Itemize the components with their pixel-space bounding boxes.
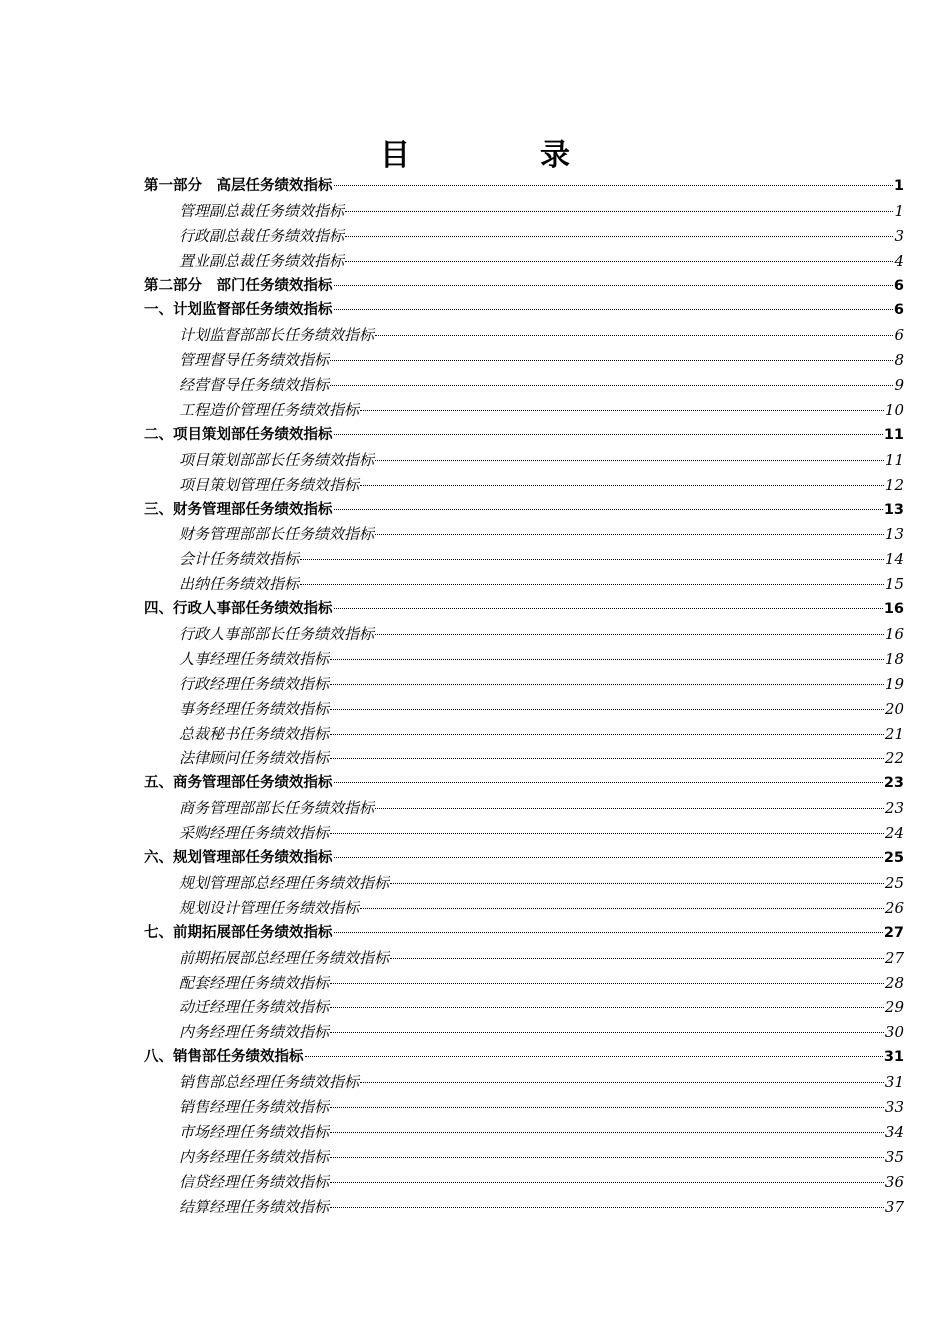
toc-entry-label: 经营督导任务绩效指标	[179, 376, 330, 395]
toc-page-number: 12	[884, 475, 904, 494]
toc-page-number: 15	[884, 575, 904, 594]
toc-subsection-entry[interactable]	[144, 995, 904, 1020]
toc-page-number: 14	[884, 550, 904, 569]
toc-page-number: 4	[894, 251, 904, 270]
toc-subsection-entry[interactable]	[144, 647, 904, 672]
toc-page-number: 27	[884, 948, 904, 967]
toc-section-entry[interactable]	[144, 498, 904, 523]
toc-entry-label: 销售经理任务绩效指标	[179, 1097, 330, 1116]
toc-entry-label: 三、财务管理部任务绩效指标	[144, 501, 333, 518]
toc-subsection-entry[interactable]	[144, 249, 904, 274]
toc-dot-leader	[375, 335, 893, 336]
toc-entry-label: 动迁经理任务绩效指标	[179, 998, 330, 1017]
toc-entry-label: 项目策划部部长任务绩效指标	[179, 450, 375, 469]
toc-page-number: 37	[884, 1197, 904, 1216]
toc-entry-label: 六、规划管理部任务绩效指标	[144, 850, 333, 867]
toc-page-number: 18	[884, 649, 904, 668]
toc-entry-label: 五、商务管理部任务绩效指标	[144, 775, 333, 792]
toc-subsection-entry[interactable]	[144, 821, 904, 846]
toc-section-entry[interactable]	[144, 846, 904, 871]
toc-entry-label: 财务管理部部长任务绩效指标	[179, 525, 375, 544]
toc-dot-leader	[390, 883, 884, 884]
toc-section-entry[interactable]	[144, 597, 904, 622]
toc-entry-label: 法律顾问任务绩效指标	[179, 749, 330, 768]
toc-dot-leader	[334, 782, 883, 783]
toc-dot-leader	[330, 360, 893, 361]
toc-entry-label: 规划管理部总经理任务绩效指标	[179, 873, 390, 892]
toc-subsection-entry[interactable]	[144, 971, 904, 996]
toc-page-number: 34	[884, 1122, 904, 1141]
toc-entry-label: 商务管理部部长任务绩效指标	[179, 799, 375, 818]
toc-dot-leader	[330, 1132, 884, 1133]
toc-subsection-entry[interactable]	[144, 572, 904, 597]
toc-dot-leader	[330, 1107, 884, 1108]
toc-dot-leader	[360, 1082, 884, 1083]
toc-dot-leader	[334, 309, 893, 310]
toc-entry-label: 出纳任务绩效指标	[179, 575, 300, 594]
toc-page-number: 1	[894, 201, 904, 220]
toc-entry-label: 事务经理任务绩效指标	[179, 699, 330, 718]
toc-subsection-entry[interactable]	[144, 697, 904, 722]
toc-section-entry[interactable]	[144, 174, 904, 199]
toc-entry-label: 销售部总经理任务绩效指标	[179, 1073, 360, 1092]
toc-page-number: 11	[884, 450, 904, 469]
toc-dot-leader	[334, 932, 883, 933]
toc-entry-label: 第二部分 部门任务绩效指标	[144, 277, 333, 294]
toc-dot-leader	[390, 958, 884, 959]
toc-entry-label: 工程造价管理任务绩效指标	[179, 401, 360, 420]
toc-entry-label: 总裁秘书任务绩效指标	[179, 724, 330, 743]
toc-page-number: 31	[883, 1049, 904, 1066]
toc-page-number: 10	[884, 401, 904, 420]
toc-entry-label: 置业副总裁任务绩效指标	[179, 251, 345, 270]
toc-subsection-entry[interactable]	[144, 946, 904, 971]
toc-dot-leader	[330, 833, 884, 834]
toc-dot-leader	[360, 908, 884, 909]
toc-subsection-entry[interactable]	[144, 1145, 904, 1170]
toc-page-number: 23	[884, 799, 904, 818]
toc-subsection-entry[interactable]	[144, 398, 904, 423]
toc-entry-label: 第一部分 高层任务绩效指标	[144, 178, 333, 194]
toc-page-number: 30	[884, 1023, 904, 1042]
toc-entry-label: 市场经理任务绩效指标	[179, 1122, 330, 1141]
toc-entry-label: 行政经理任务绩效指标	[179, 674, 330, 693]
toc-entry-label: 内务经理任务绩效指标	[179, 1023, 330, 1042]
toc-entry-label: 一、计划监督部任务绩效指标	[144, 302, 333, 319]
toc-page-number: 3	[894, 226, 904, 245]
toc-page-number: 23	[883, 775, 904, 792]
toc-page-number: 20	[884, 699, 904, 718]
toc-entry-label: 项目策划管理任务绩效指标	[179, 475, 360, 494]
toc-entry-label: 信贷经理任务绩效指标	[179, 1172, 330, 1191]
toc-subsection-entry[interactable]	[144, 746, 904, 771]
toc-page-number: 22	[884, 749, 904, 768]
toc-page-number: 13	[883, 501, 904, 518]
toc-dot-leader	[375, 534, 884, 535]
toc-dot-leader	[360, 485, 884, 486]
toc-entry-label: 结算经理任务绩效指标	[179, 1197, 330, 1216]
toc-page-number: 9	[894, 376, 904, 395]
toc-page-number: 6	[893, 277, 904, 294]
toc-subsection-entry[interactable]	[144, 1195, 904, 1220]
toc-subsection-entry[interactable]	[144, 796, 904, 821]
toc-subsection-entry[interactable]	[144, 672, 904, 697]
toc-entry-label: 二、项目策划部任务绩效指标	[144, 426, 333, 443]
toc-subsection-entry[interactable]	[144, 896, 904, 921]
toc-page-number: 36	[884, 1172, 904, 1191]
toc-subsection-entry[interactable]	[144, 199, 904, 224]
toc-subsection-entry[interactable]	[144, 373, 904, 398]
toc-entry-label: 人事经理任务绩效指标	[179, 649, 330, 668]
toc-subsection-entry[interactable]	[144, 224, 904, 249]
toc-entry-label: 配套经理任务绩效指标	[179, 973, 330, 992]
toc-page-number: 27	[883, 924, 904, 941]
toc-dot-leader	[345, 211, 893, 212]
toc-page-number: 35	[884, 1147, 904, 1166]
toc-entry-label: 行政人事部部长任务绩效指标	[179, 625, 375, 644]
toc-dot-leader	[375, 634, 884, 635]
toc-section-entry[interactable]	[144, 274, 904, 299]
toc-section-entry[interactable]	[144, 298, 904, 323]
toc-page-number: 28	[884, 973, 904, 992]
toc-subsection-entry[interactable]	[144, 448, 904, 473]
toc-title: 目 录	[380, 138, 620, 173]
toc-dot-leader	[334, 608, 883, 609]
toc-page-number: 21	[884, 724, 904, 743]
toc-dot-leader	[334, 857, 883, 858]
toc-page-number: 19	[884, 674, 904, 693]
toc-page-number: 16	[883, 601, 904, 618]
toc-dot-leader	[330, 758, 884, 759]
toc-dot-leader	[330, 709, 884, 710]
toc-subsection-entry[interactable]	[144, 622, 904, 647]
table-of-contents	[144, 174, 904, 1219]
toc-page-number: 11	[883, 426, 904, 443]
toc-entry-label: 采购经理任务绩效指标	[179, 824, 330, 843]
toc-page-number: 24	[884, 824, 904, 843]
toc-page-number: 8	[894, 351, 904, 370]
toc-subsection-entry[interactable]	[144, 323, 904, 348]
toc-dot-leader	[330, 1007, 884, 1008]
toc-dot-leader	[360, 410, 884, 411]
toc-subsection-entry[interactable]	[144, 473, 904, 498]
toc-subsection-entry[interactable]	[144, 1170, 904, 1195]
toc-entry-label: 前期拓展部总经理任务绩效指标	[179, 948, 390, 967]
toc-dot-leader	[375, 808, 884, 809]
toc-dot-leader	[330, 734, 884, 735]
toc-subsection-entry[interactable]	[144, 871, 904, 896]
toc-dot-leader	[305, 1056, 883, 1057]
toc-dot-leader	[330, 1182, 884, 1183]
toc-page-number: 31	[884, 1073, 904, 1092]
toc-entry-label: 规划设计管理任务绩效指标	[179, 898, 360, 917]
toc-dot-leader	[345, 236, 893, 237]
toc-subsection-entry[interactable]	[144, 1120, 904, 1145]
toc-dot-leader	[300, 559, 884, 560]
toc-page-number: 25	[883, 850, 904, 867]
toc-dot-leader	[330, 659, 884, 660]
toc-page-number: 1	[893, 178, 904, 194]
toc-subsection-entry[interactable]	[144, 1020, 904, 1045]
toc-subsection-entry[interactable]	[144, 722, 904, 747]
toc-entry-label: 内务经理任务绩效指标	[179, 1147, 330, 1166]
toc-dot-leader	[334, 185, 893, 186]
toc-subsection-entry[interactable]	[144, 1070, 904, 1095]
toc-dot-leader	[330, 1207, 884, 1208]
toc-dot-leader	[330, 684, 884, 685]
toc-dot-leader	[334, 434, 883, 435]
toc-dot-leader	[330, 385, 893, 386]
toc-entry-label: 四、行政人事部任务绩效指标	[144, 601, 333, 618]
toc-subsection-entry[interactable]	[144, 522, 904, 547]
toc-page-number: 6	[893, 302, 904, 319]
toc-page-number: 13	[884, 525, 904, 544]
toc-entry-label: 会计任务绩效指标	[179, 550, 300, 569]
toc-entry-label: 管理副总裁任务绩效指标	[179, 201, 345, 220]
toc-subsection-entry[interactable]	[144, 1095, 904, 1120]
toc-dot-leader	[330, 983, 884, 984]
toc-page-number: 26	[884, 898, 904, 917]
toc-subsection-entry[interactable]	[144, 547, 904, 572]
toc-dot-leader	[345, 261, 893, 262]
toc-page-number: 29	[884, 998, 904, 1017]
toc-dot-leader	[375, 460, 884, 461]
toc-page-number: 25	[884, 873, 904, 892]
toc-section-entry[interactable]	[144, 1045, 904, 1070]
toc-section-entry[interactable]	[144, 771, 904, 796]
toc-section-entry[interactable]	[144, 921, 904, 946]
toc-entry-label: 七、前期拓展部任务绩效指标	[144, 924, 333, 941]
toc-page-number: 16	[884, 625, 904, 644]
toc-section-entry[interactable]	[144, 423, 904, 448]
toc-dot-leader	[330, 1032, 884, 1033]
toc-entry-label: 计划监督部部长任务绩效指标	[179, 326, 375, 345]
toc-entry-label: 管理督导任务绩效指标	[179, 351, 330, 370]
toc-dot-leader	[330, 1157, 884, 1158]
toc-entry-label: 八、销售部任务绩效指标	[144, 1049, 304, 1066]
toc-page-number: 6	[894, 326, 904, 345]
toc-dot-leader	[334, 509, 883, 510]
toc-dot-leader	[300, 584, 884, 585]
toc-page-number: 33	[884, 1097, 904, 1116]
toc-subsection-entry[interactable]	[144, 348, 904, 373]
toc-entry-label: 行政副总裁任务绩效指标	[179, 226, 345, 245]
toc-dot-leader	[334, 285, 893, 286]
